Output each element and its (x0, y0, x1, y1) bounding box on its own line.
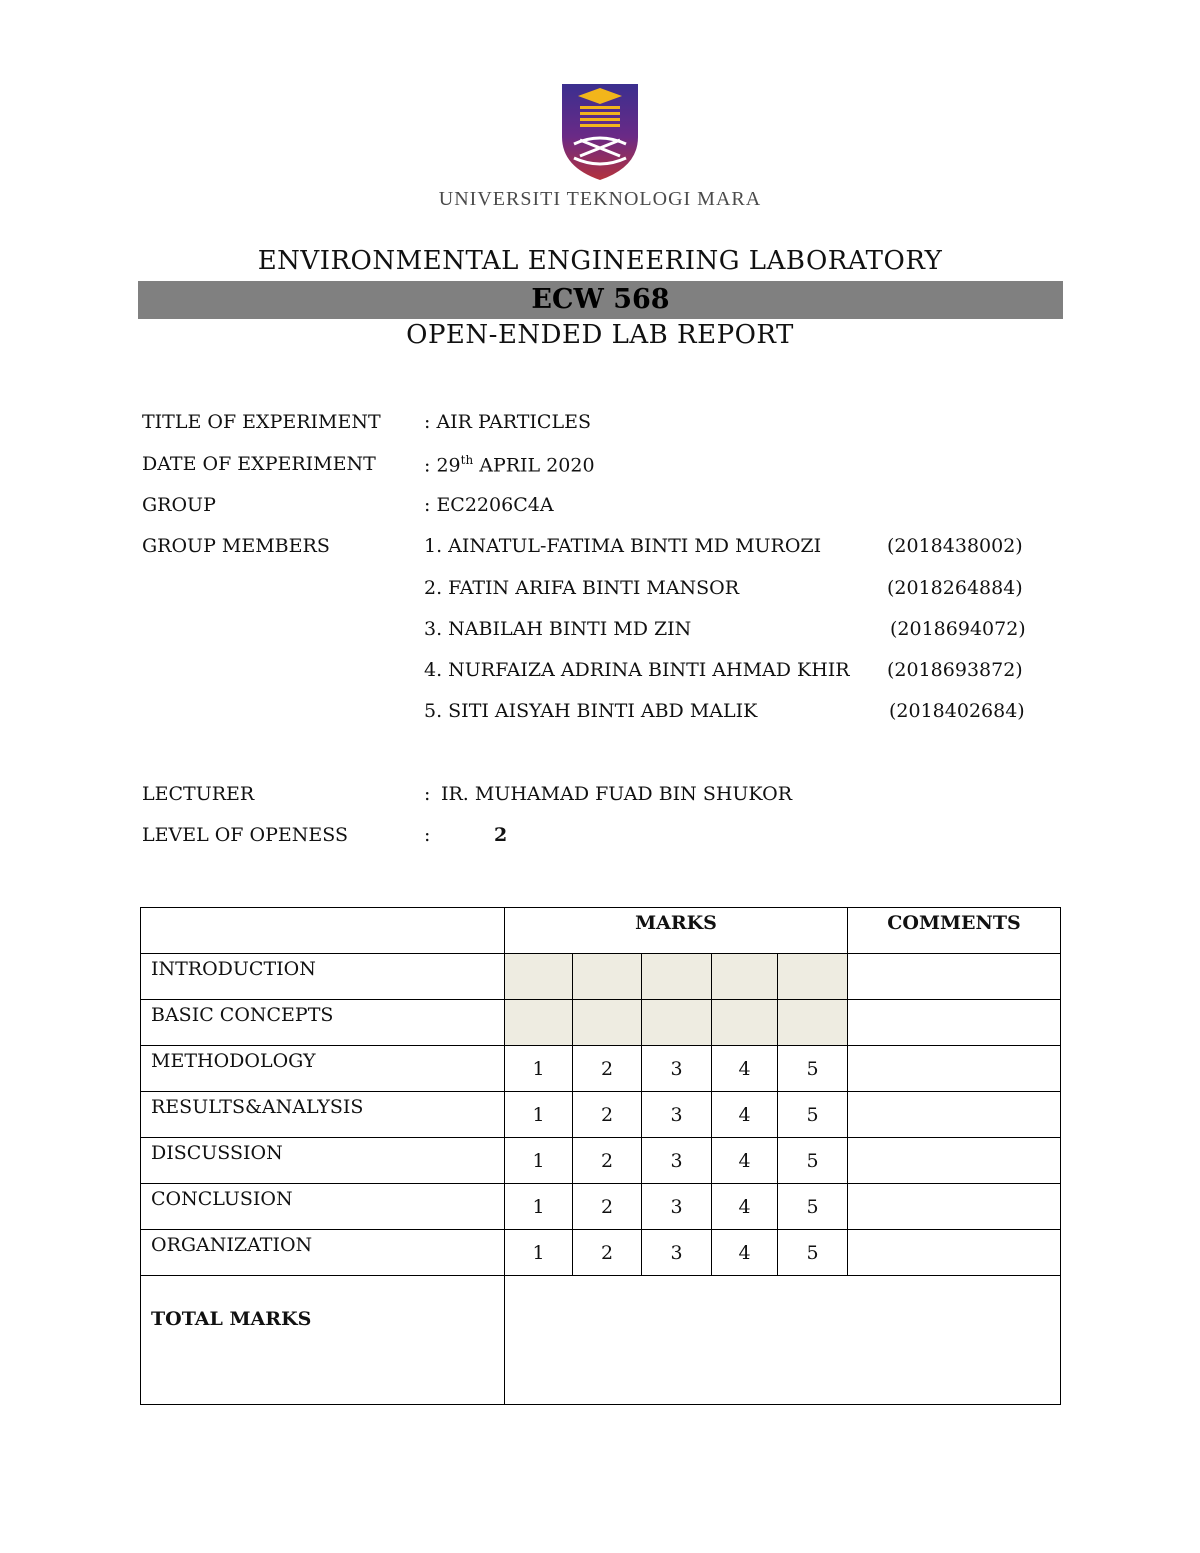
marks-header: MARKS (505, 908, 848, 954)
score-cell: 1 (505, 1046, 573, 1092)
member-id: (2018694072) (890, 618, 1026, 640)
member-id: (2018402684) (889, 700, 1025, 722)
score-cell: 1 (505, 1138, 573, 1184)
row-label: CONCLUSION (141, 1184, 505, 1230)
member-id: (2018438002) (887, 535, 1023, 557)
date-value (424, 453, 595, 476)
score-cell: 2 (573, 1046, 642, 1092)
score-cell (505, 954, 573, 1000)
comment-cell (848, 1000, 1061, 1046)
score-cell: 4 (712, 1230, 778, 1276)
score-cell: 2 (573, 1230, 642, 1276)
score-cell: 3 (642, 1092, 712, 1138)
score-cell: 3 (642, 1230, 712, 1276)
total-marks-value-cell (505, 1276, 1061, 1405)
comment-cell (848, 1138, 1061, 1184)
total-marks-row (141, 1276, 1061, 1405)
score-cell: 3 (642, 1046, 712, 1092)
score-cell: 4 (712, 1046, 778, 1092)
row-label: ORGANIZATION (141, 1230, 505, 1276)
openness-label: LEVEL OF OPENESS (142, 824, 348, 846)
lecturer-value: IR. MUHAMAD FUAD BIN SHUKOR (441, 783, 792, 805)
score-cell: 3 (642, 1184, 712, 1230)
score-cell (778, 1000, 848, 1046)
score-cell: 2 (573, 1184, 642, 1230)
score-cell (712, 954, 778, 1000)
score-cell: 5 (778, 1046, 848, 1092)
comment-cell (848, 1046, 1061, 1092)
member-name: 4. NURFAIZA ADRINA BINTI AHMAD KHIR (424, 659, 850, 681)
score-cell: 3 (642, 1138, 712, 1184)
date-label: DATE OF EXPERIMENT (142, 453, 376, 475)
score-cell (573, 1000, 642, 1046)
member-name: 2. FATIN ARIFA BINTI MANSOR (424, 577, 740, 599)
group-label: GROUP (142, 494, 216, 516)
score-cell (505, 1000, 573, 1046)
course-code: ECW 568 (531, 284, 670, 315)
score-cell: 5 (778, 1184, 848, 1230)
title-value: : AIR PARTICLES (424, 411, 591, 433)
marks-table (140, 907, 1061, 1405)
lecturer-colon: : (424, 783, 431, 805)
title-label: TITLE OF EXPERIMENT (142, 411, 381, 433)
member-id: (2018264884) (887, 577, 1023, 599)
comment-cell (848, 1184, 1061, 1230)
member-name: 5. SITI AISYAH BINTI ABD MALIK (424, 700, 758, 722)
openness-colon: : (424, 824, 431, 846)
lecturer-label: LECTURER (142, 783, 255, 805)
group-value: : EC2206C4A (424, 494, 554, 516)
score-cell: 5 (778, 1092, 848, 1138)
date-superscript: th (460, 453, 474, 467)
comment-cell (848, 954, 1061, 1000)
table-row (141, 954, 1061, 1000)
row-label: DISCUSSION (141, 1138, 505, 1184)
lab-title: ENVIRONMENTAL ENGINEERING LABORATORY (257, 246, 943, 276)
date-prefix: : 29 (424, 454, 461, 477)
row-label: METHODOLOGY (141, 1046, 505, 1092)
score-cell: 1 (505, 1184, 573, 1230)
row-label: INTRODUCTION (141, 954, 505, 1000)
table-row (141, 1230, 1061, 1276)
table-header-row (141, 908, 1061, 954)
comments-header: COMMENTS (848, 908, 1061, 954)
member-name: 1. AINATUL-FATIMA BINTI MD MUROZI (424, 535, 822, 557)
openness-value: 2 (494, 824, 508, 846)
score-cell: 1 (505, 1230, 573, 1276)
row-label: BASIC CONCEPTS (141, 1000, 505, 1046)
header-blank-cell (141, 908, 505, 954)
report-type: OPEN-ENDED LAB REPORT (406, 320, 794, 350)
uitm-crest-icon (560, 82, 640, 182)
date-suffix: APRIL 2020 (473, 454, 595, 477)
table-row (141, 1138, 1061, 1184)
score-cell: 4 (712, 1138, 778, 1184)
comment-cell (848, 1230, 1061, 1276)
row-label: RESULTS&ANALYSIS (141, 1092, 505, 1138)
score-cell (642, 1000, 712, 1046)
score-cell (712, 1000, 778, 1046)
table-row (141, 1000, 1061, 1046)
table-row (141, 1092, 1061, 1138)
comment-cell (848, 1092, 1061, 1138)
score-cell: 1 (505, 1092, 573, 1138)
total-marks-label: TOTAL MARKS (141, 1276, 505, 1405)
member-name: 3. NABILAH BINTI MD ZIN (424, 618, 692, 640)
score-cell (642, 954, 712, 1000)
score-cell: 4 (712, 1184, 778, 1230)
university-name: UNIVERSITI TEKNOLOGI MARA (438, 188, 762, 210)
members-label: GROUP MEMBERS (142, 535, 330, 557)
score-cell (778, 954, 848, 1000)
member-id: (2018693872) (887, 659, 1023, 681)
score-cell: 2 (573, 1138, 642, 1184)
score-cell: 5 (778, 1230, 848, 1276)
score-cell: 2 (573, 1092, 642, 1138)
score-cell: 4 (712, 1092, 778, 1138)
score-cell: 5 (778, 1138, 848, 1184)
table-row (141, 1184, 1061, 1230)
table-row (141, 1046, 1061, 1092)
score-cell (573, 954, 642, 1000)
